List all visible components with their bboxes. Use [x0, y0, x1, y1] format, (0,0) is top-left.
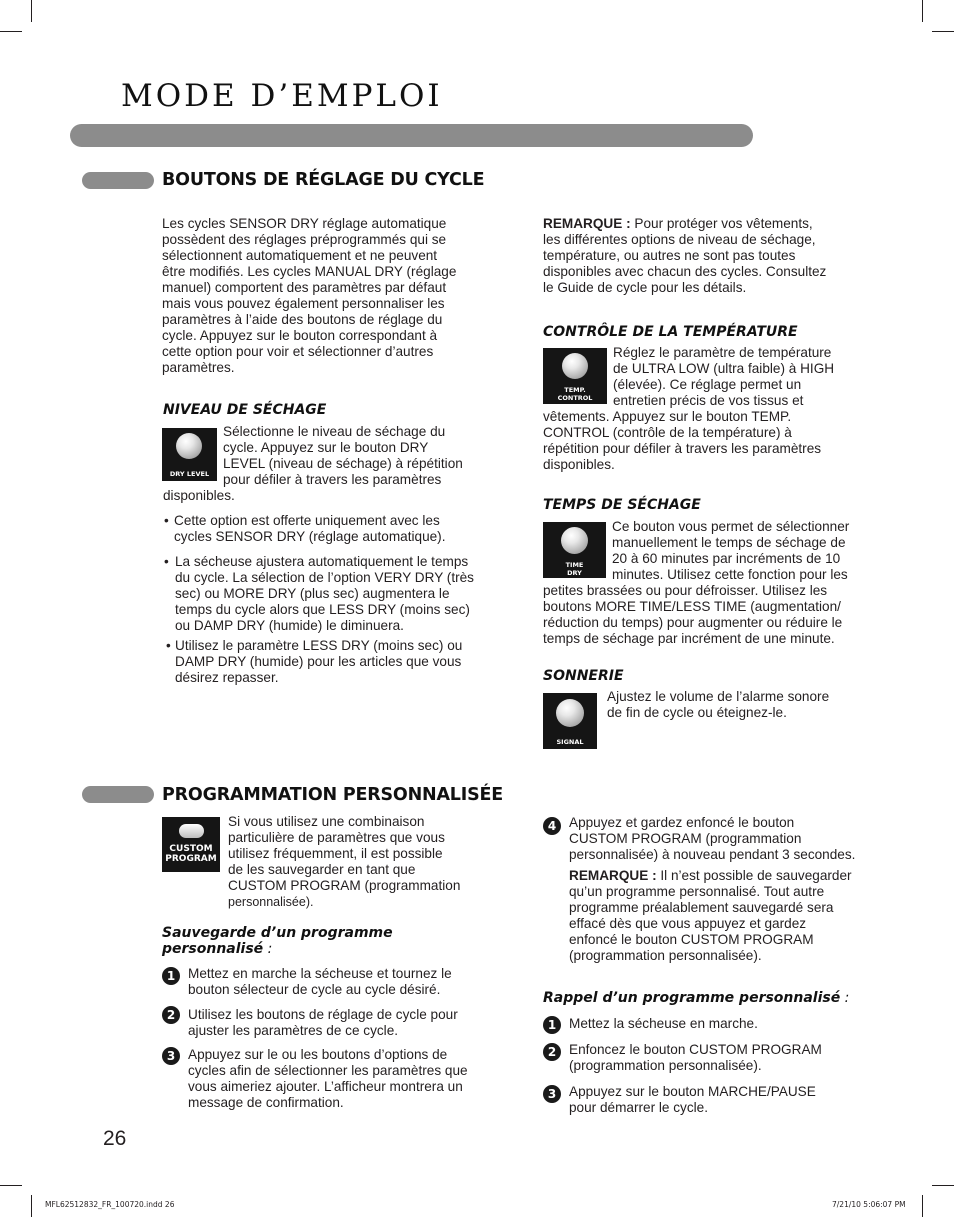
knob-icon: [562, 353, 588, 379]
time-dry-label: TIME DRY: [565, 561, 584, 577]
note-label: REMARQUE :: [543, 216, 631, 231]
pill-button-icon: [179, 824, 204, 838]
save-step: Utilisez les boutons de réglage de cycle pour ajuster les paramètres de ce cycle.: [188, 1007, 458, 1038]
step-number-icon: 3: [162, 1047, 180, 1065]
step-number-icon: 4: [543, 817, 561, 835]
time-dry-button-image: [543, 522, 606, 578]
bullet-item: Utilisez le paramètre LESS DRY (moins sec) ou DAMP DRY (humide) pour les articles que vous désirez repasser.: [175, 638, 463, 685]
footer-file: MFL62512832_FR_100720.indd 26: [45, 1200, 175, 1209]
header-bar: [70, 124, 753, 147]
heading-save-program: Sauvegarde d’un programme personnalisé :: [162, 925, 393, 957]
heading-temp-control: CONTRÔLE DE LA TEMPÉRATURE: [543, 324, 798, 340]
knob-icon: [561, 527, 588, 554]
crop-mark: [932, 31, 954, 32]
signal-label: SIGNAL: [556, 738, 584, 746]
crop-mark: [0, 31, 22, 32]
page-title: MODE D’EMPLOI: [121, 78, 443, 114]
recall-step: Appuyez sur le bouton MARCHE/PAUSE pour démarrer le cycle.: [569, 1084, 816, 1115]
step-number-icon: 3: [543, 1085, 561, 1103]
dry-time-text-cont: petites brassées ou pour défroisser. Utilisez les boutons MORE TIME/LESS TIME (augmentation/ réduction du temps) pour augmenter ou réduire le temps de séchage par incrément de une minute.: [543, 583, 843, 646]
crop-mark: [0, 1185, 22, 1186]
bullet-icon: •: [166, 638, 171, 653]
crop-mark: [31, 1195, 32, 1217]
save-step: Mettez en marche la sécheuse et tournez le bouton sélecteur de cycle au cycle désiré.: [188, 966, 452, 997]
crop-mark: [922, 0, 923, 22]
section-title-custom-program: PROGRAMMATION PERSONNALISÉE: [162, 785, 503, 805]
knob-icon: [176, 433, 202, 459]
step-number-icon: 1: [162, 967, 180, 985]
page-number: 26: [103, 1127, 127, 1150]
step-number-icon: 1: [543, 1016, 561, 1034]
bullet-item: Cette option est offerte uniquement avec les cycles SENSOR DRY (réglage automatique).: [174, 513, 446, 544]
heading-recall-program: Rappel d’un programme personnalisé :: [543, 990, 850, 1006]
custom-program-button-image: [162, 817, 220, 872]
step-number-icon: 2: [162, 1006, 180, 1024]
custom-program-intro: Si vous utilisez une combinaison particulière de paramètres que vous utilisez fréquemment, il est possible de les sauvegarder en tant que CUSTOM PROGRAM (programmation personnalisée).: [228, 814, 461, 909]
dry-level-label: DRY LEVEL: [169, 470, 210, 478]
temp-control-label: TEMP. CONTROL: [557, 386, 593, 402]
signal-text: Ajustez le volume de l’alarme sonore de fin de cycle ou éteignez-le.: [607, 689, 830, 720]
section-marker: [82, 786, 154, 803]
temp-control-text-cont: vêtements. Appuyez sur le bouton TEMP. CONTROL (contrôle de la température) à répétition pour défiler à travers les paramètres disponibles.: [543, 409, 822, 472]
section-title-cycle-buttons: BOUTONS DE RÉGLAGE DU CYCLE: [162, 170, 485, 190]
step-number-icon: 2: [543, 1043, 561, 1061]
bullet-item: La sécheuse ajustera automatiquement le temps du cycle. La sélection de l’option VERY DRY (très sec) ou MORE DRY (plus sec) augmentera le temps du cycle alors que LESS DRY (moins sec) ou DAMP DRY (humide) le diminuera.: [175, 554, 474, 633]
recall-step: Enfoncez le bouton CUSTOM PROGRAM (programmation personnalisée).: [569, 1042, 822, 1073]
crop-mark: [922, 1195, 923, 1217]
note-label: REMARQUE :: [569, 868, 657, 883]
temp-control-text: Réglez le paramètre de température de ULTRA LOW (ultra faible) à HIGH (élevée). Ce réglage permet un entretien précis de vos tissus et: [613, 345, 835, 408]
dry-level-button-image: [162, 428, 217, 481]
custom-program-label: CUSTOM PROGRAM: [165, 844, 217, 864]
save-step: Appuyez et gardez enfoncé le bouton CUSTOM PROGRAM (programmation personnalisée) à nouveau pendant 3 secondes.: [569, 815, 856, 862]
crop-mark: [932, 1185, 954, 1186]
bullet-icon: •: [164, 554, 169, 569]
heading-dry-time: TEMPS DE SÉCHAGE: [543, 497, 701, 513]
crop-mark: [31, 0, 32, 22]
intro-paragraph: Les cycles SENSOR DRY réglage automatique possèdent des réglages préprogrammés qui se sélectionnent automatiquement et ne peuvent être modifiés. Les cycles MANUAL DRY (réglage manuel) comportent des paramètres par défaut mais vous pouvez également personnaliser les paramètres à l’aide des boutons de réglage du cycle. Appuyez sur le bouton correspondant à cette option pour voir et sélectionner d’autres paramètres.: [162, 216, 457, 375]
heading-dry-level: NIVEAU DE SÉCHAGE: [163, 402, 327, 418]
heading-signal: SONNERIE: [543, 668, 624, 684]
dry-time-text: Ce bouton vous permet de sélectionner manuellement le temps de séchage de 20 à 60 minutes par incréments de 10 minutes. Utilisez cette fonction pour les: [612, 519, 850, 582]
remarque-note: REMARQUE : Pour protéger vos vêtements, les différentes options de niveau de séchage, température, ou autres ne sont pas toutes disponibles avec chacun des cycles. Consultez le Guide de cycle pour les détails.: [543, 216, 827, 295]
save-step: Appuyez sur le ou les boutons d’options de cycles afin de sélectionner les paramètres que vous aimeriez ajouter. L’afficheur montrera un message de confirmation.: [188, 1047, 468, 1110]
temp-control-button-image: [543, 348, 607, 404]
dry-level-text-cont: disponibles.: [163, 488, 235, 503]
bullet-icon: •: [164, 513, 169, 528]
knob-icon: [556, 699, 584, 727]
footer-datetime: 7/21/10 5:06:07 PM: [832, 1200, 906, 1209]
section-marker: [82, 172, 154, 189]
custom-program-note: REMARQUE : Il n’est possible de sauvegarder qu’un programme personnalisé. Tout autre programme préalablement sauvegardé sera effacé dès que vous appuyez et gardez enfoncé le bouton CUSTOM PROGRAM (programmation personnalisée).: [569, 868, 852, 963]
signal-button-image: [543, 693, 597, 749]
recall-step: Mettez la sécheuse en marche.: [569, 1016, 758, 1031]
dry-level-text: Sélectionne le niveau de séchage du cycle. Appuyez sur le bouton DRY LEVEL (niveau de séchage) à répétition pour défiler à travers les paramètres: [223, 424, 463, 487]
